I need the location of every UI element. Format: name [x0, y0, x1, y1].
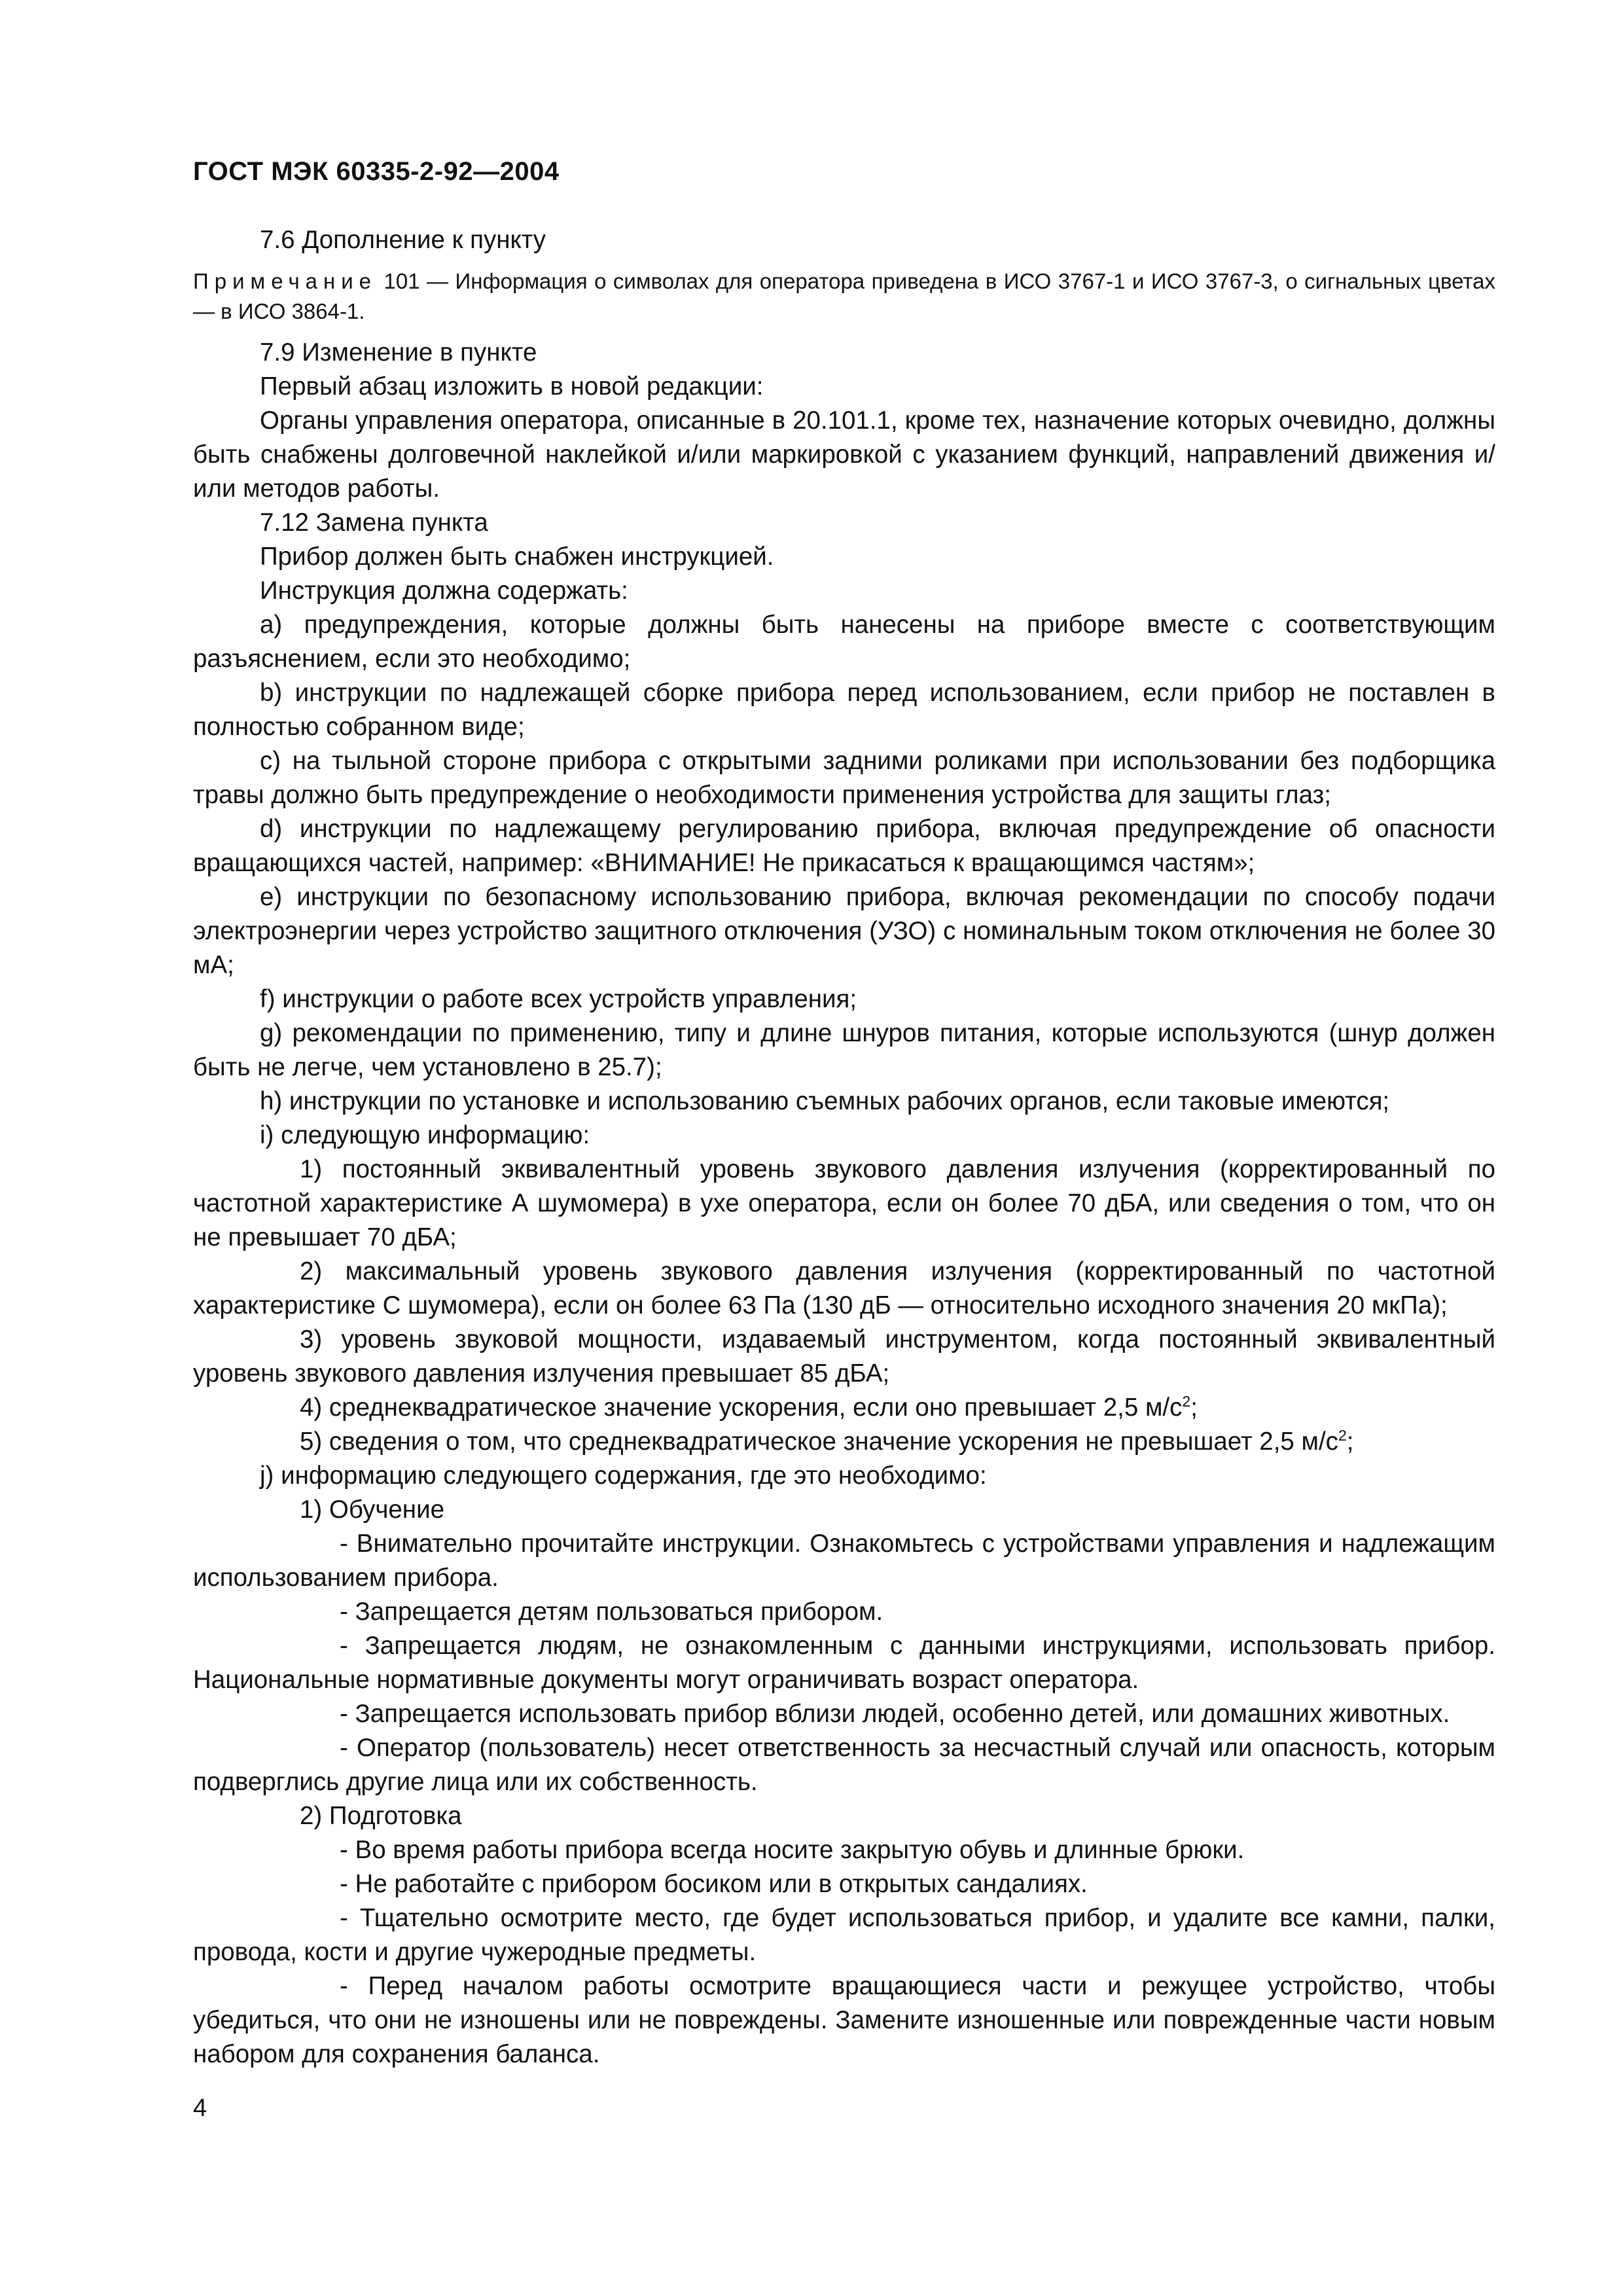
list-item-i-2: 2) максимальный уровень звукового давления излучения (корректированный по частотной характеристике С шумомера), если он более 63 Па (130 дБ — относительно исходного значения 20 мкПа);	[193, 1257, 1495, 1319]
list-item-a: a) предупреждения, которые должны быть нанесены на приборе вместе с соответствующим разъяснением, если это необходимо;	[193, 611, 1495, 673]
i5-text: 5) сведения о том, что среднеквадратическое значение ускорения не превышает 2,5 м/с	[300, 1427, 1338, 1456]
list-item-i-5	[193, 1425, 1495, 1459]
list-item-i-4	[193, 1391, 1495, 1425]
j2-item-a: - Во время работы прибора всегда носите закрытую обувь и длинные брюки.	[340, 1836, 1245, 1864]
list-item-h: h) инструкции по установке и использованию съемных рабочих органов, если таковые имеются;	[260, 1087, 1390, 1115]
j1-item-d: - Запрещается использовать прибор вблизи людей, особенно детей, или домашних животных.	[340, 1700, 1450, 1728]
list-item-i: i) следующую информацию:	[260, 1121, 590, 1149]
note-text: 101 — Информация о символах для оператора приведена в ИСО 3767-1 и ИСО 3767-3, о сигнальных цветах — в ИСО 3864-1.	[193, 269, 1495, 323]
document-page	[193, 157, 1495, 2072]
j2-item-c: - Тщательно осмотрите место, где будет использоваться прибор, и удалите все камни, палки, провода, кости и другие чужеродные предметы.	[193, 1904, 1495, 1966]
document-code-header: ГОСТ МЭК 60335-2-92—2004	[193, 157, 560, 186]
list-item-i-1: 1) постоянный эквивалентный уровень звукового давления излучения (корректированный по частотной характеристике А шумомера) в ухе оператора, если он более 70 дБА, или сведения о том, что он не превышает 70 дБА;	[193, 1155, 1495, 1251]
i5-semicolon: ;	[1346, 1427, 1354, 1456]
j1-title: 1) Обучение	[300, 1496, 444, 1524]
i4-superscript: 2	[1182, 1393, 1191, 1410]
list-item-i-3: 3) уровень звуковой мощности, издаваемый инструментом, когда постоянный эквивалентный уровень звукового давления излучения превышает 85 дБА;	[193, 1325, 1495, 1388]
list-item-j: j) информацию следующего содержания, где это необходимо:	[260, 1462, 987, 1490]
i4-text: 4) среднеквадратическое значение ускорения, если оно превышает 2,5 м/с	[300, 1393, 1183, 1422]
first-paragraph-instruction: Первый абзац изложить в новой редакции:	[260, 372, 764, 401]
instructions-contain: Инструкция должна содержать:	[260, 577, 628, 605]
note-101	[193, 266, 1495, 327]
operator-controls-paragraph: Органы управления оператора, описанные в 20.101.1, кроме тех, назначение которых очевидно, должны быть снабжены долговечной наклейкой и/или маркировкой с указанием функций, направлений движения и/или методов работы.	[193, 406, 1495, 503]
j1-item-c: - Запрещается людям, не ознакомленным с данными инструкциями, использовать прибор. Национальные нормативные документы могут ограничивать возраст оператора.	[193, 1632, 1495, 1694]
j1-item-e: - Оператор (пользователь) несет ответственность за несчастный случай или опасность, которым подверглись другие лица или их собственность.	[193, 1734, 1495, 1796]
list-item-f: f) инструкции о работе всех устройств управления;	[260, 985, 857, 1013]
page-number: 4	[193, 2094, 207, 2122]
j1-item-b: - Запрещается детям пользоваться прибором.	[340, 1598, 883, 1626]
section-7-12: 7.12 Замена пункта	[260, 509, 488, 537]
list-item-g: g) рекомендации по применению, типу и длине шнуров питания, которые используются (шнур должен быть не легче, чем установлено в 25.7);	[193, 1019, 1495, 1081]
list-item-b: b) инструкции по надлежащей сборке прибора перед использованием, если прибор не поставлен в полностью собранном виде;	[193, 679, 1495, 741]
j2-item-d: - Перед началом работы осмотрите вращающиеся части и режущее устройство, чтобы убедиться, что они не изношены или не повреждены. Замените изношенные или поврежденные части новым набором для сохранения баланса.	[193, 1972, 1495, 2068]
j2-item-b: - Не работайте с прибором босиком или в открытых сандалиях.	[340, 1870, 1088, 1898]
list-item-c: c) на тыльной стороне прибора с открытыми задними роликами при использовании без подборщика травы должно быть предупреждение о необходимости применения устройства для защиты глаз;	[193, 747, 1495, 809]
list-item-e: e) инструкции по безопасному использованию прибора, включая рекомендации по способу подачи электроэнергии через устройство защитного отключения (УЗО) с номинальным током отключения не более 30 мА;	[193, 883, 1495, 979]
list-item-d: d) инструкции по надлежащему регулированию прибора, включая предупреждение об опасности вращающихся частей, например: «ВНИМАНИЕ! Не прикасаться к вращающимся частям»;	[193, 815, 1495, 877]
i5-superscript: 2	[1338, 1427, 1347, 1444]
j1-item-a: - Внимательно прочитайте инструкции. Ознакомьтесь с устройствами управления и надлежащим использованием прибора.	[193, 1530, 1495, 1592]
note-label: Примечание	[193, 269, 378, 293]
section-7-6: 7.6 Дополнение к пункту	[260, 226, 546, 254]
i4-semicolon: ;	[1190, 1393, 1198, 1422]
section-7-9: 7.9 Изменение в пункте	[260, 338, 537, 367]
supplied-with-instructions: Прибор должен быть снабжен инструкцией.	[260, 543, 774, 571]
j2-title: 2) Подготовка	[300, 1802, 462, 1830]
